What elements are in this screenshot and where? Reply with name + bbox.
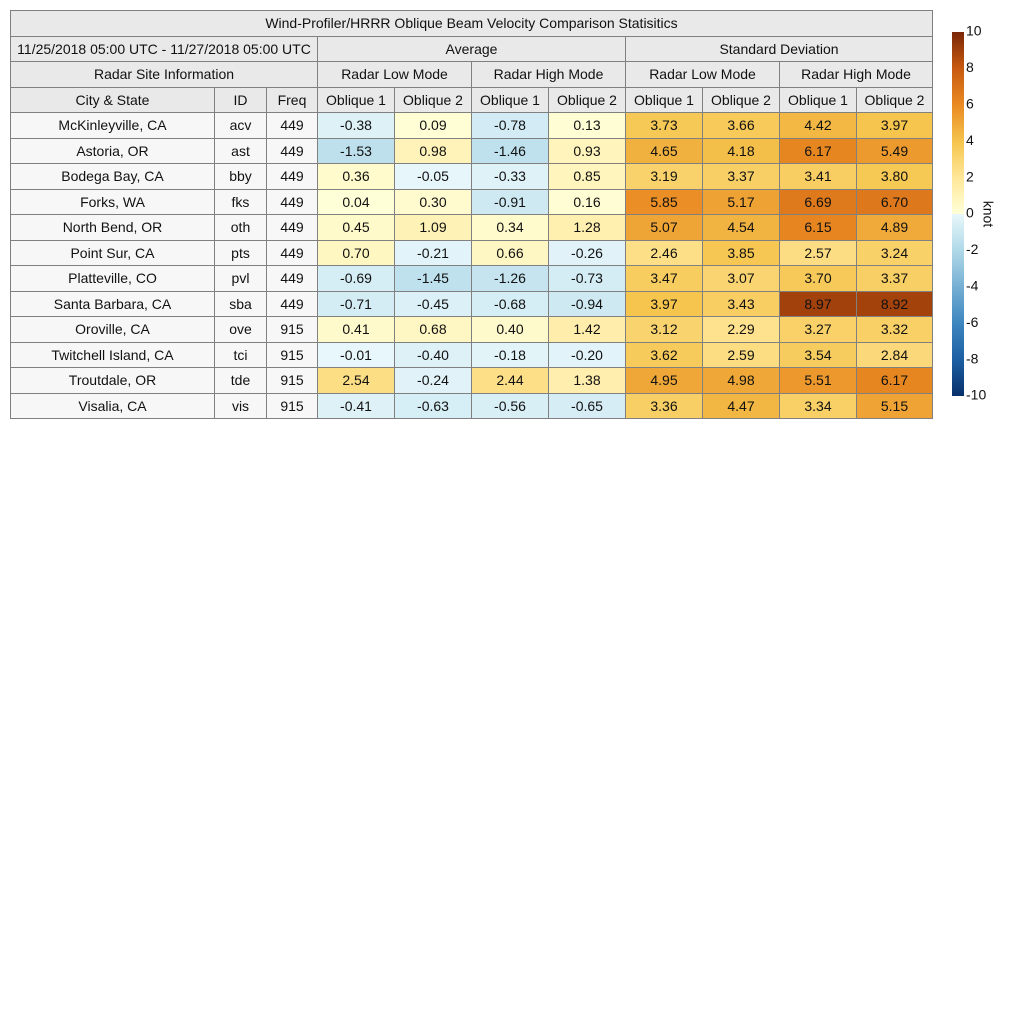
column-header-std-low-oblique-1: Oblique 1 [626,87,703,113]
heatmap-cell: 2.54 [318,368,395,394]
heatmap-cell: 8.97 [780,291,857,317]
heatmap-cell: 1.42 [549,317,626,343]
heatmap-cell: -0.21 [395,240,472,266]
heatmap-cell: 0.93 [549,138,626,164]
column-header-avg-high-oblique-1: Oblique 1 [472,87,549,113]
heatmap-cell: -0.68 [472,291,549,317]
site-name-cell: Point Sur, CA [11,240,215,266]
colorbar [946,26,1006,406]
heatmap-cell: 0.09 [395,113,472,139]
average-header: Average [318,36,626,62]
heatmap-cell: 1.38 [549,368,626,394]
heatmap-cell: 3.19 [626,164,703,190]
colorbar-tick-label: -8 [966,350,979,367]
site-id-cell: fks [215,189,267,215]
date-range: 11/25/2018 05:00 UTC - 11/27/2018 05:00 UTC [11,36,318,62]
heatmap-cell: 4.89 [857,215,933,241]
heatmap-cell: 0.45 [318,215,395,241]
heatmap-cell: 0.41 [318,317,395,343]
site-id-cell: pts [215,240,267,266]
heatmap-cell: 5.07 [626,215,703,241]
heatmap-cell: -0.26 [549,240,626,266]
column-header-avg-high-oblique-2: Oblique 2 [549,87,626,113]
colorbar-tick-label: 0 [966,204,974,221]
site-name-cell: Platteville, CO [11,266,215,292]
column-header-std-high-oblique-2: Oblique 2 [857,87,933,113]
colorbar-gradient [952,32,964,396]
freq-cell: 449 [267,189,318,215]
heatmap-cell: 3.70 [780,266,857,292]
heatmap-cell: 2.46 [626,240,703,266]
freq-cell: 449 [267,215,318,241]
heatmap-cell: 3.47 [626,266,703,292]
heatmap-cell: -0.73 [549,266,626,292]
heatmap-cell: -0.20 [549,342,626,368]
colorbar-tick-label: 10 [966,26,982,39]
heatmap-cell: 4.65 [626,138,703,164]
site-id-cell: tde [215,368,267,394]
colorbar-tick-label: -2 [966,241,979,258]
heatmap-cell: -0.01 [318,342,395,368]
site-name-cell: North Bend, OR [11,215,215,241]
heatmap-cell: 3.43 [703,291,780,317]
column-header-avg-low-oblique-1: Oblique 1 [318,87,395,113]
heatmap-cell: 3.36 [626,393,703,419]
heatmap-cell: 3.34 [780,393,857,419]
heatmap-cell: 6.17 [857,368,933,394]
colorbar-tick-label: 4 [966,131,974,148]
mode-header-std-low: Radar Low Mode [626,62,780,88]
freq-cell: 915 [267,317,318,343]
site-name-cell: Forks, WA [11,189,215,215]
heatmap-cell: 1.28 [549,215,626,241]
heatmap-cell: 6.69 [780,189,857,215]
colorbar-tick-label: -4 [966,277,979,294]
table-row [11,317,933,343]
heatmap-cell: 4.47 [703,393,780,419]
heatmap-cell: 6.15 [780,215,857,241]
heatmap-cell: 3.62 [626,342,703,368]
site-name-cell: McKinleyville, CA [11,113,215,139]
table-row [11,393,933,419]
heatmap-cell: 0.66 [472,240,549,266]
table-row [11,113,933,139]
table-row [11,368,933,394]
heatmap-cell: 0.40 [472,317,549,343]
heatmap-cell: 0.70 [318,240,395,266]
colorbar-tick-label: -6 [966,313,979,330]
heatmap-cell: 0.85 [549,164,626,190]
heatmap-cell: 0.30 [395,189,472,215]
heatmap-cell: -0.24 [395,368,472,394]
heatmap-cell: 4.98 [703,368,780,394]
heatmap-cell: 4.54 [703,215,780,241]
site-id-cell: ove [215,317,267,343]
heatmap-cell: 2.44 [472,368,549,394]
table-row [11,342,933,368]
heatmap-cell: 0.34 [472,215,549,241]
heatmap-cell: 5.17 [703,189,780,215]
heatmap-cell: -0.05 [395,164,472,190]
heatmap-cell: -0.38 [318,113,395,139]
heatmap-cell: -0.78 [472,113,549,139]
heatmap-cell: 3.32 [857,317,933,343]
heatmap-cell: 0.68 [395,317,472,343]
table-row [11,291,933,317]
heatmap-cell: 3.97 [857,113,933,139]
column-header-city-state: City & State [11,87,215,113]
site-id-cell: acv [215,113,267,139]
heatmap-cell: -0.71 [318,291,395,317]
heatmap-cell: 3.97 [626,291,703,317]
freq-cell: 915 [267,342,318,368]
heatmap-table [10,10,933,419]
heatmap-cell: -0.63 [395,393,472,419]
heatmap-cell: -0.91 [472,189,549,215]
heatmap-cell: 5.15 [857,393,933,419]
heatmap-cell: 3.07 [703,266,780,292]
table-row [11,138,933,164]
heatmap-cell: 3.12 [626,317,703,343]
heatmap-cell: 0.04 [318,189,395,215]
site-name-cell: Santa Barbara, CA [11,291,215,317]
heatmap-cell: 2.59 [703,342,780,368]
heatmap-cell: -1.46 [472,138,549,164]
freq-cell: 915 [267,368,318,394]
column-header-std-low-oblique-2: Oblique 2 [703,87,780,113]
column-header-avg-low-oblique-2: Oblique 2 [395,87,472,113]
freq-cell: 915 [267,393,318,419]
heatmap-cell: 2.84 [857,342,933,368]
heatmap-cell: -0.45 [395,291,472,317]
table-row [11,189,933,215]
heatmap-cell: 3.73 [626,113,703,139]
heatmap-cell: 3.54 [780,342,857,368]
table-row [11,215,933,241]
heatmap-cell: 3.66 [703,113,780,139]
heatmap-cell: 6.17 [780,138,857,164]
heatmap-cell: 3.85 [703,240,780,266]
heatmap-cell: 0.13 [549,113,626,139]
heatmap-cell: 4.18 [703,138,780,164]
column-header-std-high-oblique-1: Oblique 1 [780,87,857,113]
heatmap-cell: 1.09 [395,215,472,241]
heatmap-cell: 5.51 [780,368,857,394]
column-header-freq: Freq [267,87,318,113]
heatmap-cell: 0.98 [395,138,472,164]
site-id-cell: bby [215,164,267,190]
heatmap-cell: -1.26 [472,266,549,292]
heatmap-cell: 3.37 [857,266,933,292]
mode-header-std-high: Radar High Mode [780,62,933,88]
heatmap-cell: 5.85 [626,189,703,215]
table-row [11,240,933,266]
site-name-cell: Astoria, OR [11,138,215,164]
table-row [11,164,933,190]
freq-cell: 449 [267,113,318,139]
heatmap-cell: -0.40 [395,342,472,368]
site-id-cell: ast [215,138,267,164]
heatmap-cell: -1.45 [395,266,472,292]
heatmap-cell: 3.37 [703,164,780,190]
colorbar-tick-label: 2 [966,168,974,185]
heatmap-cell: -0.33 [472,164,549,190]
colorbar-tick-label: -10 [966,386,987,403]
mode-header-avg-high: Radar High Mode [472,62,626,88]
site-id-cell: sba [215,291,267,317]
site-id-cell: oth [215,215,267,241]
site-id-cell: pvl [215,266,267,292]
heatmap-cell: 2.57 [780,240,857,266]
heatmap-cell: -1.53 [318,138,395,164]
heatmap-cell: 0.36 [318,164,395,190]
heatmap-cell: 3.24 [857,240,933,266]
heatmap-cell: 4.42 [780,113,857,139]
mode-header-avg-low: Radar Low Mode [318,62,472,88]
std-dev-header: Standard Deviation [626,36,933,62]
heatmap-cell: -0.56 [472,393,549,419]
colorbar-tick-label: 8 [966,59,974,76]
heatmap-cell: 3.80 [857,164,933,190]
site-id-cell: vis [215,393,267,419]
freq-cell: 449 [267,164,318,190]
heatmap-cell: -0.18 [472,342,549,368]
heatmap-cell: 5.49 [857,138,933,164]
colorbar-label: knot [980,200,997,228]
site-name-cell: Bodega Bay, CA [11,164,215,190]
freq-cell: 449 [267,240,318,266]
site-name-cell: Troutdale, OR [11,368,215,394]
column-header-id: ID [215,87,267,113]
heatmap-cell: 3.27 [780,317,857,343]
table-title: Wind-Profiler/HRRR Oblique Beam Velocity Comparison Statisitics [11,11,933,37]
freq-cell: 449 [267,291,318,317]
heatmap-cell: 8.92 [857,291,933,317]
heatmap-cell: -0.69 [318,266,395,292]
heatmap-cell: 6.70 [857,189,933,215]
heatmap-cell: -0.65 [549,393,626,419]
site-name-cell: Twitchell Island, CA [11,342,215,368]
freq-cell: 449 [267,138,318,164]
freq-cell: 449 [267,266,318,292]
site-info-header: Radar Site Information [11,62,318,88]
heatmap-cell: 4.95 [626,368,703,394]
heatmap-cell: -0.94 [549,291,626,317]
heatmap-cell: 0.16 [549,189,626,215]
site-name-cell: Visalia, CA [11,393,215,419]
heatmap-cell: -0.41 [318,393,395,419]
site-id-cell: tci [215,342,267,368]
heatmap-cell: 3.41 [780,164,857,190]
colorbar-tick-label: 6 [966,95,974,112]
heatmap-cell: 2.29 [703,317,780,343]
table-row [11,266,933,292]
site-name-cell: Oroville, CA [11,317,215,343]
